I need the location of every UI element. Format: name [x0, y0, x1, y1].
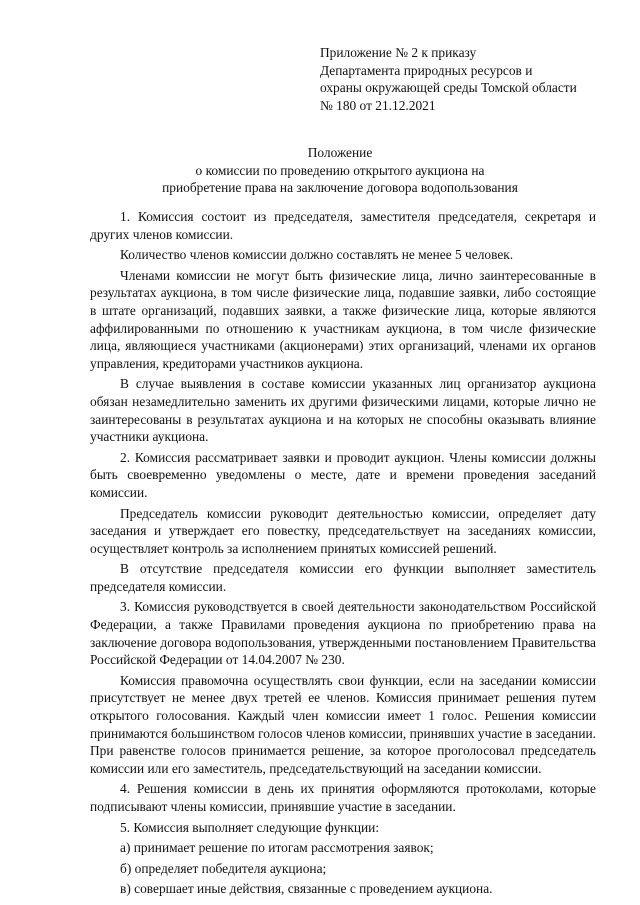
paragraph-9: Комиссия правомочна осуществлять свои функции, если на заседании комиссии присутствует не менее двух третей ее членов. Комиссия принимает решения путем открытого голосования. Каждый член комиссии имеет 1 голос. Решения комиссии принимаются большинством голосов членов комиссии, принявших участие в заседании. При равенстве голосов принимается решение, за которое проголосовал председатель комиссии или его заместитель, председательствующий на заседании комиссии. [90, 672, 596, 776]
appendix-line-4: № 180 от 21.12.2021 [320, 97, 436, 113]
appendix-line-3: охраны окружающей среды Томской области [320, 80, 577, 96]
paragraph-6: Председатель комиссии руководит деятельностью комиссии, определяет дату заседания и утверждает его повестку, председательствует на заседаниях комиссии, осуществляет контроль за исполнением принятых комиссией решений. [90, 505, 596, 556]
paragraph-4: В случае выявления в составе комиссии указанных лиц организатор аукциона обязан незамедлительно заменить их другими физическими лицами, которые лично не заинтересованы в результатах аукциона и на которых не способны оказывать влияние участники аукциона. [90, 376, 596, 445]
document-body [90, 208, 596, 898]
paragraph-3: Членами комиссии не могут быть физические лица, лично заинтересованные в результатах аукциона, в том числе физические лица, подавшие заявки, либо состоящие в штате организаций, подавших заявки, а также физические лица, которые являются аффилированными по отношению к участникам аукциона, в том числе физические лица, являющиеся участниками (акционерами) этих организаций, членами их органов управления, кредиторами участников аукциона. [90, 267, 596, 371]
appendix-header [320, 44, 620, 114]
title-line-1: Положение [307, 145, 373, 160]
appendix-line-2: Департамента природных ресурсов и [320, 62, 533, 78]
paragraph-5: 2. Комиссия рассматривает заявки и проводит аукцион. Члены комиссии должны быть своевременно уведомлены о месте, дате и времени проведения заседаний комиссии. [90, 449, 596, 500]
paragraph-8: 3. Комиссия руководствуется в своей деятельности законодательством Российской Федерации, а также Правилами проведения аукциона по приобретению права на заключение договора водопользования, утвержденными постановлением Правительства Российской Федерации от 14.04.2007 № 230. [90, 599, 596, 668]
paragraph-11: 5. Комиссия выполняет следующие функции: [120, 819, 380, 835]
document-title [90, 144, 590, 197]
title-line-2: о комиссии по проведению открытого аукциона на [195, 162, 485, 178]
paragraph-12: а) принимает решение по итогам рассмотрения заявок; [120, 840, 434, 856]
appendix-line-1: Приложение № 2 к приказу [320, 45, 477, 60]
paragraph-14: в) совершает иные действия, связанные с проведением аукциона. [120, 881, 493, 897]
paragraph-1: 1. Комиссия состоит из председателя, заместителя председателя, секретаря и других членов комиссии. [90, 209, 596, 242]
paragraph-2: Количество членов комиссии должно составлять не менее 5 человек. [120, 247, 514, 263]
paragraph-10: 4. Решения комиссии в день их принятия оформляются протоколами, которые подписывают члены комиссии, принявшие участие в заседании. [90, 781, 596, 814]
title-line-3: приобретение права на заключение договора водопользования [162, 180, 518, 196]
paragraph-13: б) определяет победителя аукциона; [120, 860, 327, 876]
paragraph-7: В отсутствие председателя комиссии его функции выполняет заместитель председателя комиссии. [90, 561, 596, 594]
